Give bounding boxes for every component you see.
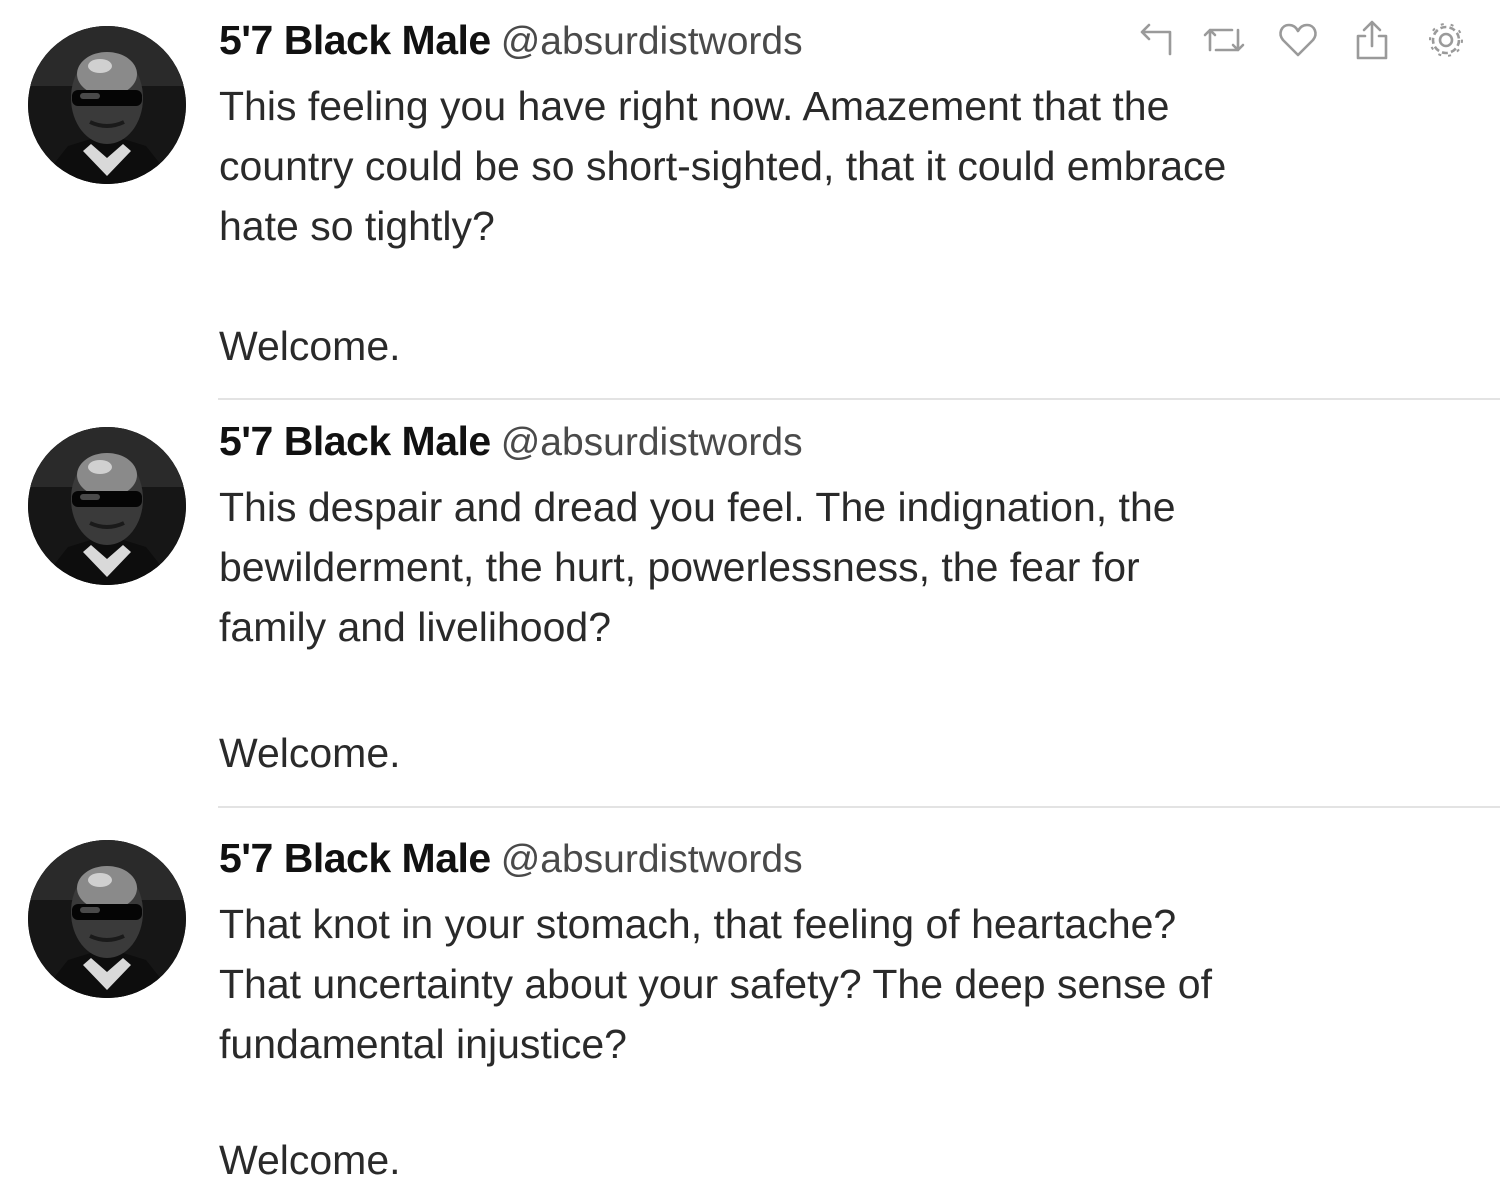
settings-icon[interactable] (1424, 18, 1468, 62)
handle[interactable]: @absurdistwords (500, 421, 803, 464)
handle[interactable]: @absurdistwords (500, 838, 803, 881)
like-icon[interactable] (1276, 18, 1320, 62)
display-name[interactable]: 5'7 Black Male (219, 835, 491, 881)
retweet-icon[interactable] (1202, 18, 1246, 62)
tweet[interactable] (0, 0, 1500, 400)
tweet-actions (1124, 18, 1484, 62)
tweet-header (219, 14, 803, 66)
avatar[interactable] (28, 840, 186, 998)
divider (218, 398, 1500, 400)
tweet-header (219, 832, 803, 884)
profile-photo (28, 840, 186, 998)
tweet-text: That knot in your stomach, that feeling of heartache? That uncertainty about your safety? The deep sense of fundamental injustice? (219, 901, 1212, 1067)
tweet-text: This feeling you have right now. Amazement that the country could be so short-sighted, that it could embrace hate so tightly? (219, 83, 1227, 249)
display-name[interactable]: 5'7 Black Male (219, 418, 491, 464)
tweet-text: This despair and dread you feel. The indignation, the bewilderment, the hurt, powerlessness, the fear for family and livelihood? (219, 484, 1176, 650)
display-name[interactable]: 5'7 Black Male (219, 17, 491, 63)
tweet-closing: Welcome. (219, 730, 401, 776)
tweet[interactable] (0, 808, 1500, 1201)
handle[interactable]: @absurdistwords (500, 20, 803, 63)
avatar[interactable] (28, 26, 186, 184)
profile-photo (28, 427, 186, 585)
tweet-header (219, 415, 803, 467)
avatar[interactable] (28, 427, 186, 585)
reply-icon[interactable] (1132, 18, 1176, 62)
tweet-closing: Welcome. (219, 1137, 401, 1183)
share-icon[interactable] (1350, 18, 1394, 62)
profile-photo (28, 26, 186, 184)
tweet-closing: Welcome. (219, 323, 401, 369)
tweet[interactable] (0, 401, 1500, 807)
